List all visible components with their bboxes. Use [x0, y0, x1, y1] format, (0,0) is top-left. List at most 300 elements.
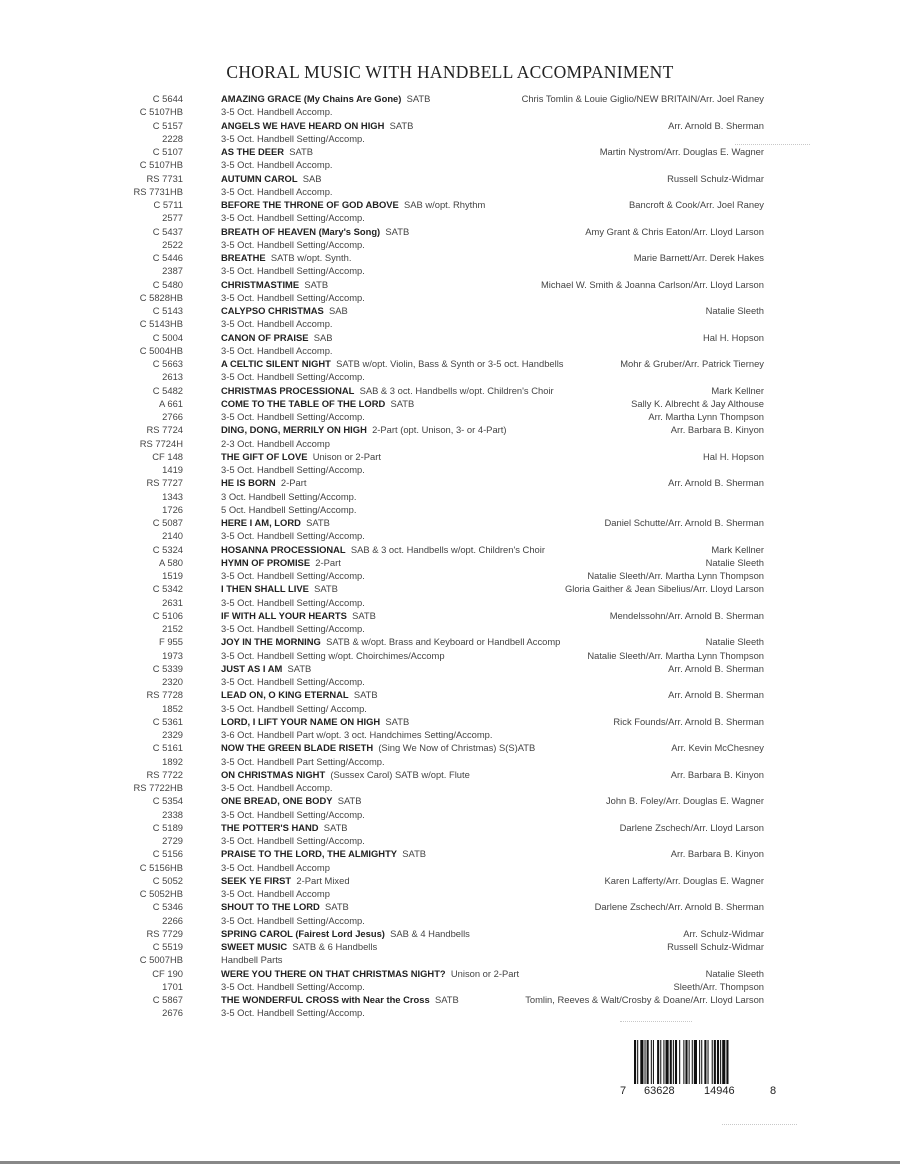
catalog-code: RS 7728 [146, 689, 183, 701]
catalog-row [130, 119, 770, 132]
catalog-row [130, 675, 770, 688]
catalog-code: C 5052HB [139, 888, 183, 899]
catalog-row [130, 874, 770, 887]
barcode-bar [663, 1040, 664, 1084]
voicing-detail: 3-5 Oct. Handbell Setting w/opt. Choirchimes/Accomp [221, 649, 445, 661]
catalog-code: C 5156 [152, 848, 183, 860]
catalog-code: C 5157 [152, 119, 183, 131]
catalog-description [221, 622, 365, 635]
catalog-code: C 5156HB [139, 861, 183, 873]
catalog-description [221, 728, 492, 741]
song-title: BREATHE [221, 252, 266, 263]
composer-credit: Natalie Sleeth/Arr. Martha Lynn Thompson [587, 649, 764, 661]
voicing-detail: SATB [323, 821, 348, 833]
composer-credit: Gloria Gaither & Jean Sibelius/Arr. Lloyd Larson [564, 583, 764, 595]
song-title: COME TO THE TABLE OF THE LORD [221, 397, 386, 409]
catalog-row [130, 702, 770, 715]
song-title: SPRING CAROL (Fairest Lord Jesus) [221, 927, 385, 939]
song-title: THE POTTER'S HAND [221, 821, 319, 833]
catalog-description [221, 158, 333, 171]
voicing-detail: 3-5 Oct. Handbell Setting/ Accomp. [221, 702, 367, 714]
catalog-description [221, 490, 356, 503]
composer-credit: Darlene Zschech/Arr. Lloyd Larson [619, 821, 764, 833]
voicing-detail: 3-5 Oct. Handbell Setting/Accomp. [221, 464, 365, 475]
catalog-description [221, 463, 365, 476]
barcode-bar [694, 1040, 697, 1084]
barcode-bars [620, 1040, 785, 1086]
composer-credit: Michael W. Smith & Joanna Carlson/Arr. Lloyd Larson [540, 278, 764, 290]
song-title: HERE I AM, LORD [221, 517, 301, 528]
catalog-row [130, 900, 770, 913]
catalog-code: RS 7727 [146, 477, 183, 489]
catalog-code: 1973 [162, 649, 183, 661]
catalog-code: C 5143 [152, 305, 183, 316]
catalog-row [130, 463, 770, 476]
catalog-description [221, 119, 413, 132]
catalog-description [221, 529, 365, 542]
voicing-detail: 3-5 Oct. Handbell Setting/Accomp. [221, 238, 365, 250]
catalog-code: RS 7724 [146, 424, 183, 436]
catalog-row [130, 158, 770, 171]
catalog-row [130, 132, 770, 145]
voicing-detail: 3-5 Oct. Handbell Setting/Accomp. [221, 212, 365, 224]
catalog-description [221, 821, 348, 834]
catalog-description [221, 702, 367, 715]
catalog-code: C 5346 [152, 901, 183, 913]
song-title: WERE YOU THERE ON THAT CHRISTMAS NIGHT? [221, 967, 446, 979]
catalog-description [221, 92, 430, 105]
composer-credit: Arr. Kevin McChesney [671, 742, 764, 754]
composer-credit: Mark Kellner [711, 384, 764, 396]
barcode-bar [634, 1040, 636, 1084]
catalog-description [221, 688, 378, 701]
song-title: SHOUT TO THE LORD [221, 901, 320, 913]
catalog-code: F 955 [159, 636, 183, 648]
catalog-description [221, 185, 333, 198]
catalog-row [130, 741, 770, 754]
voicing-detail: 3-5 Oct. Handbell Setting/Accomp. [221, 371, 365, 383]
composer-credit: Arr. Arnold B. Sherman [668, 662, 764, 674]
composer-credit: Tomlin, Reeves & Walt/Crosby & Doane/Arr. Lloyd Larson [525, 994, 764, 1005]
barcode-digits [620, 1085, 785, 1099]
catalog-description [221, 993, 459, 1006]
voicing-detail: 3-5 Oct. Handbell Setting/Accomp. [221, 623, 365, 634]
catalog-code: C 5867 [152, 994, 183, 1005]
catalog-row [130, 529, 770, 542]
song-title: JOY IN THE MORNING [221, 636, 321, 648]
barcode [620, 1040, 785, 1100]
catalog-row [130, 238, 770, 251]
composer-credit: Natalie Sleeth [705, 636, 764, 648]
voicing-detail: Unison or 2-Part [312, 450, 381, 462]
catalog-description [221, 900, 349, 913]
voicing-detail: SATB [389, 119, 414, 131]
song-title: AMAZING GRACE (My Chains Are Gone) [221, 93, 402, 104]
catalog-row [130, 728, 770, 741]
catalog-code: 2631 [162, 596, 183, 608]
catalog-description [221, 808, 365, 821]
barcode-bar [640, 1040, 643, 1084]
barcode-bar [712, 1040, 713, 1084]
catalog-description [221, 476, 306, 489]
catalog-row [130, 768, 770, 781]
catalog-code: 2676 [162, 1007, 183, 1019]
barcode-digit-group-2: 14946 [704, 1085, 735, 1097]
catalog-code: 2577 [162, 212, 183, 224]
catalog-code: C 5143HB [139, 318, 183, 330]
song-title: SEEK YE FIRST [221, 874, 292, 886]
barcode-bar [679, 1040, 680, 1084]
catalog-code: CF 148 [152, 450, 183, 462]
barcode-bar [720, 1040, 721, 1084]
catalog-code: 2329 [162, 729, 183, 740]
catalog-description [221, 503, 356, 516]
catalog-code: 2152 [162, 623, 183, 634]
catalog-description [221, 264, 365, 277]
catalog-description [221, 317, 333, 330]
barcode-bar [717, 1040, 719, 1084]
voicing-detail: 3-5 Oct. Handbell Accomp. [221, 159, 333, 171]
voicing-detail: SAB [329, 305, 348, 316]
catalog-row [130, 861, 770, 874]
voicing-detail: SATB w/opt. Violin, Bass & Synth or 3-5 oct. Handbells [336, 358, 564, 369]
voicing-detail: Handbell Parts [221, 954, 283, 966]
catalog-code: 2266 [162, 914, 183, 926]
catalog-row [130, 105, 770, 118]
catalog-description [221, 145, 313, 158]
voicing-detail: SATB [385, 225, 410, 237]
song-title: AS THE DEER [221, 146, 285, 157]
catalog-code: RS 7722HB [133, 782, 183, 793]
voicing-detail: SATB [434, 994, 459, 1005]
composer-credit: Chris Tomlin & Louie Giglio/NEW BRITAIN/Arr. Joel Raney [521, 93, 764, 104]
catalog-code: C 5189 [152, 821, 183, 833]
voicing-detail: 3-5 Oct. Handbell Setting/Accomp. [221, 914, 365, 926]
catalog-code: C 5339 [152, 662, 183, 674]
catalog-code: 2320 [162, 676, 183, 687]
catalog-description [221, 357, 563, 370]
catalog-code: C 5004HB [139, 344, 183, 356]
catalog-row [130, 887, 770, 900]
catalog-description [221, 384, 554, 397]
barcode-bar [689, 1040, 690, 1084]
catalog-code: 2729 [162, 835, 183, 846]
composer-credit: John B. Foley/Arr. Douglas E. Wagner [605, 795, 764, 807]
barcode-bar [651, 1040, 652, 1084]
catalog-description [221, 397, 414, 410]
catalog-code: RS 7724H [139, 437, 183, 449]
voicing-detail: 5 Oct. Handbell Setting/Accomp. [221, 503, 357, 515]
song-title: JUST AS I AM [221, 662, 283, 674]
catalog-code: C 5087 [152, 517, 183, 528]
catalog-row [130, 516, 770, 529]
catalog-description [221, 543, 545, 556]
catalog-row [130, 821, 770, 834]
catalog-row [130, 715, 770, 728]
catalog-row [130, 794, 770, 807]
catalog-row [130, 331, 770, 344]
catalog-row [130, 264, 770, 277]
catalog-code: 2228 [162, 132, 183, 144]
catalog-description [221, 211, 365, 224]
voicing-detail: 2-3 Oct. Handbell Accomp [221, 437, 330, 449]
catalog-row [130, 688, 770, 701]
catalog-row [130, 993, 770, 1006]
catalog-code: 2522 [162, 238, 183, 250]
barcode-bar [714, 1040, 716, 1084]
catalog-code: C 5106 [152, 609, 183, 621]
voicing-detail: 3-5 Oct. Handbell Setting/Accomp. [221, 596, 365, 608]
barcode-bar [645, 1040, 646, 1084]
catalog-row [130, 384, 770, 397]
voicing-detail: 3 Oct. Handbell Setting/Accomp. [221, 490, 357, 502]
composer-credit: Martin Nystrom/Arr. Douglas E. Wagner [599, 146, 764, 157]
composer-credit: Arr. Barbara B. Kinyon [670, 848, 764, 860]
catalog-description [221, 755, 385, 768]
composer-credit: Arr. Arnold B. Sherman [668, 477, 764, 489]
composer-credit: Arr. Barbara B. Kinyon [670, 424, 764, 436]
song-title: HE IS BORN [221, 477, 276, 489]
catalog-description [221, 556, 341, 569]
catalog-code: RS 7731 [146, 172, 183, 184]
composer-credit: Sleeth/Arr. Thompson [673, 980, 764, 992]
song-title: AUTUMN CAROL [221, 172, 298, 184]
catalog-description [221, 370, 365, 383]
voicing-detail: 3-5 Oct. Handbell Setting/Accomp. [221, 980, 365, 992]
catalog-code: C 5107HB [139, 159, 183, 171]
catalog-code: C 5342 [152, 583, 183, 595]
catalog-code: 2766 [162, 411, 183, 422]
song-title: ON CHRISTMAS NIGHT [221, 768, 326, 780]
voicing-detail: SATB [406, 93, 431, 104]
catalog-description [221, 781, 333, 794]
voicing-detail: SATB [353, 689, 378, 701]
catalog-row [130, 278, 770, 291]
composer-credit: Hal H. Hopson [703, 450, 764, 462]
catalog-code: 1419 [162, 464, 183, 475]
voicing-detail: SAB w/opt. Rhythm [404, 199, 486, 210]
composer-credit: Mohr & Gruber/Arr. Patrick Tierney [620, 358, 764, 369]
catalog-row [130, 344, 770, 357]
catalog-description [221, 794, 362, 807]
barcode-bar [647, 1040, 649, 1084]
voicing-detail: 3-5 Oct. Handbell Setting/Accomp. [221, 132, 365, 144]
composer-credit: Arr. Martha Lynn Thompson [648, 411, 764, 422]
catalog-description [221, 569, 365, 582]
catalog-row [130, 397, 770, 410]
barcode-bar [701, 1040, 702, 1084]
song-title: CHRISTMAS PROCESSIONAL [221, 384, 355, 396]
composer-credit: Bancroft & Cook/Arr. Joel Raney [629, 199, 764, 210]
catalog-description [221, 344, 333, 357]
catalog-code: A 580 [159, 556, 183, 568]
catalog-row [130, 808, 770, 821]
barcode-bar [670, 1040, 672, 1084]
barcode-bar [675, 1040, 677, 1084]
voicing-detail: 3-5 Oct. Handbell Accomp. [221, 318, 333, 330]
composer-credit: Karen Lafferty/Arr. Douglas E. Wagner [604, 874, 764, 886]
voicing-detail: SATB [337, 795, 362, 807]
voicing-detail: 3-5 Oct. Handbell Setting/Accomp. [221, 291, 365, 303]
voicing-detail: 3-5 Oct. Handbell Part Setting/Accomp. [221, 755, 385, 767]
catalog-code: C 5107 [152, 146, 183, 157]
catalog-row [130, 980, 770, 993]
composer-credit: Arr. Schulz-Widmar [683, 927, 764, 939]
catalog-code: 2613 [162, 371, 183, 383]
decorative-dotted-rule [620, 1021, 692, 1022]
catalog-description [221, 225, 409, 238]
catalog-description [221, 861, 330, 874]
catalog-code: C 5052 [152, 874, 183, 886]
decorative-dotted-rule [735, 144, 810, 145]
catalog-row [130, 304, 770, 317]
song-title: ANGELS WE HAVE HEARD ON HIGH [221, 119, 385, 131]
catalog-code: CF 190 [152, 967, 183, 979]
catalog-code: C 5446 [152, 252, 183, 263]
catalog-code: 2387 [162, 265, 183, 277]
catalog-code: C 5107HB [139, 106, 183, 118]
song-title: A CELTIC SILENT NIGHT [221, 358, 331, 369]
catalog-row [130, 423, 770, 436]
catalog-code: C 5004 [152, 331, 183, 343]
catalog-description [221, 238, 365, 251]
catalog-code: C 5519 [152, 941, 183, 952]
catalog-description [221, 1006, 365, 1019]
catalog-row [130, 847, 770, 860]
catalog-list [130, 92, 770, 1020]
voicing-detail: 3-5 Oct. Handbell Accomp. [221, 344, 333, 356]
barcode-bar [657, 1040, 659, 1084]
composer-credit: Natalie Sleeth/Arr. Martha Lynn Thompson [587, 570, 764, 581]
voicing-detail: 3-5 Oct. Handbell Setting/Accomp. [221, 411, 365, 422]
song-title: SWEET MUSIC [221, 941, 288, 952]
composer-credit: Arr. Barbara B. Kinyon [670, 768, 764, 780]
voicing-detail: (Sing We Now of Christmas) S(S)ATB [378, 742, 536, 754]
song-title: THE GIFT OF LOVE [221, 450, 308, 462]
catalog-description [221, 874, 350, 887]
composer-credit: Natalie Sleeth [705, 556, 764, 568]
catalog-row [130, 357, 770, 370]
voicing-detail: 3-5 Oct. Handbell Setting/Accomp. [221, 676, 365, 687]
song-title: DING, DONG, MERRILY ON HIGH [221, 424, 367, 436]
catalog-row [130, 596, 770, 609]
voicing-detail: 3-5 Oct. Handbell Accomp [221, 888, 330, 899]
catalog-row [130, 953, 770, 966]
barcode-bar [637, 1040, 638, 1084]
song-title: HOSANNA PROCESSIONAL [221, 543, 346, 555]
composer-credit: Arr. Arnold B. Sherman [668, 689, 764, 701]
barcode-bar [699, 1040, 700, 1084]
catalog-row [130, 649, 770, 662]
catalog-description [221, 609, 376, 622]
catalog-row [130, 967, 770, 980]
voicing-detail: 3-5 Oct. Handbell Setting/Accomp. [221, 530, 365, 542]
voicing-detail: Unison or 2-Part [450, 967, 520, 979]
barcode-digit-check: 8 [770, 1085, 777, 1097]
catalog-code: RS 7731HB [133, 185, 183, 197]
catalog-description [221, 596, 365, 609]
song-title: LEAD ON, O KING ETERNAL [221, 689, 349, 701]
composer-credit: Natalie Sleeth [705, 305, 764, 316]
song-title: LORD, I LIFT YOUR NAME ON HIGH [221, 715, 381, 727]
song-title: BEFORE THE THRONE OF GOD ABOVE [221, 199, 399, 210]
voicing-detail: SATB [314, 583, 338, 595]
voicing-detail: 3-6 Oct. Handbell Part w/opt. 3 oct. Handchimes Setting/Accomp. [221, 729, 493, 740]
song-title: THE WONDERFUL CROSS with Near the Cross [221, 994, 430, 1005]
catalog-row [130, 145, 770, 158]
catalog-row [130, 662, 770, 675]
catalog-description [221, 927, 470, 940]
barcode-digit-group-1: 63628 [644, 1085, 675, 1097]
catalog-row [130, 291, 770, 304]
catalog-row [130, 370, 770, 383]
catalog-code: C 5828HB [139, 291, 183, 303]
barcode-bar [726, 1040, 728, 1084]
catalog-description [221, 980, 365, 993]
voicing-detail: SAB [313, 331, 333, 343]
catalog-row [130, 556, 770, 569]
composer-credit: Daniel Schutte/Arr. Arnold B. Sherman [604, 517, 764, 528]
voicing-detail: SATB [287, 662, 312, 674]
voicing-detail: 3-5 Oct. Handbell Setting/Accomp. [221, 265, 365, 277]
catalog-code: C 5482 [152, 384, 183, 396]
catalog-code: 1892 [162, 755, 183, 767]
catalog-code: C 5007HB [139, 954, 183, 966]
catalog-description [221, 635, 560, 648]
voicing-detail: SATB [402, 848, 427, 860]
catalog-row [130, 755, 770, 768]
voicing-detail: SAB & 3 oct. Handbells w/opt. Children's Choir [359, 384, 554, 396]
catalog-code: 1343 [162, 490, 183, 502]
barcode-bar [704, 1040, 706, 1084]
catalog-code: 2140 [162, 530, 183, 542]
catalog-description [221, 437, 330, 450]
voicing-detail: (Sussex Carol) SATB w/opt. Flute [330, 768, 470, 780]
composer-credit: Arr. Arnold B. Sherman [668, 119, 764, 131]
catalog-description [221, 251, 351, 264]
barcode-bar [660, 1040, 661, 1084]
catalog-description [221, 967, 519, 980]
catalog-row [130, 476, 770, 489]
catalog-row [130, 225, 770, 238]
catalog-row [130, 185, 770, 198]
catalog-row [130, 437, 770, 450]
barcode-bar [673, 1040, 674, 1084]
voicing-detail: SAB & 3 oct. Handbells w/opt. Children's Choir [350, 543, 545, 555]
voicing-detail: 2-Part [315, 556, 341, 568]
catalog-row [130, 198, 770, 211]
voicing-detail: 3-5 Oct. Handbell Setting/Accomp. [221, 808, 365, 820]
barcode-bar [692, 1040, 693, 1084]
composer-credit: Russell Schulz-Widmar [667, 172, 764, 184]
catalog-description [221, 662, 311, 675]
song-title: I THEN SHALL LIVE [221, 583, 309, 595]
catalog-row [130, 450, 770, 463]
voicing-detail: SAB & 4 Handbells [390, 927, 470, 939]
voicing-detail: 2-Part [280, 477, 307, 489]
voicing-detail: SATB [352, 609, 376, 621]
catalog-description [221, 278, 328, 291]
catalog-row [130, 1006, 770, 1019]
voicing-detail: SATB & w/opt. Brass and Keyboard or Handbell Accomp [326, 636, 561, 648]
catalog-code: C 5161 [152, 742, 183, 754]
catalog-code: C 5663 [152, 358, 183, 369]
song-title: IF WITH ALL YOUR HEARTS [221, 609, 347, 621]
catalog-row [130, 914, 770, 927]
catalog-row [130, 503, 770, 516]
catalog-code: C 5480 [152, 278, 183, 290]
catalog-description [221, 582, 338, 595]
